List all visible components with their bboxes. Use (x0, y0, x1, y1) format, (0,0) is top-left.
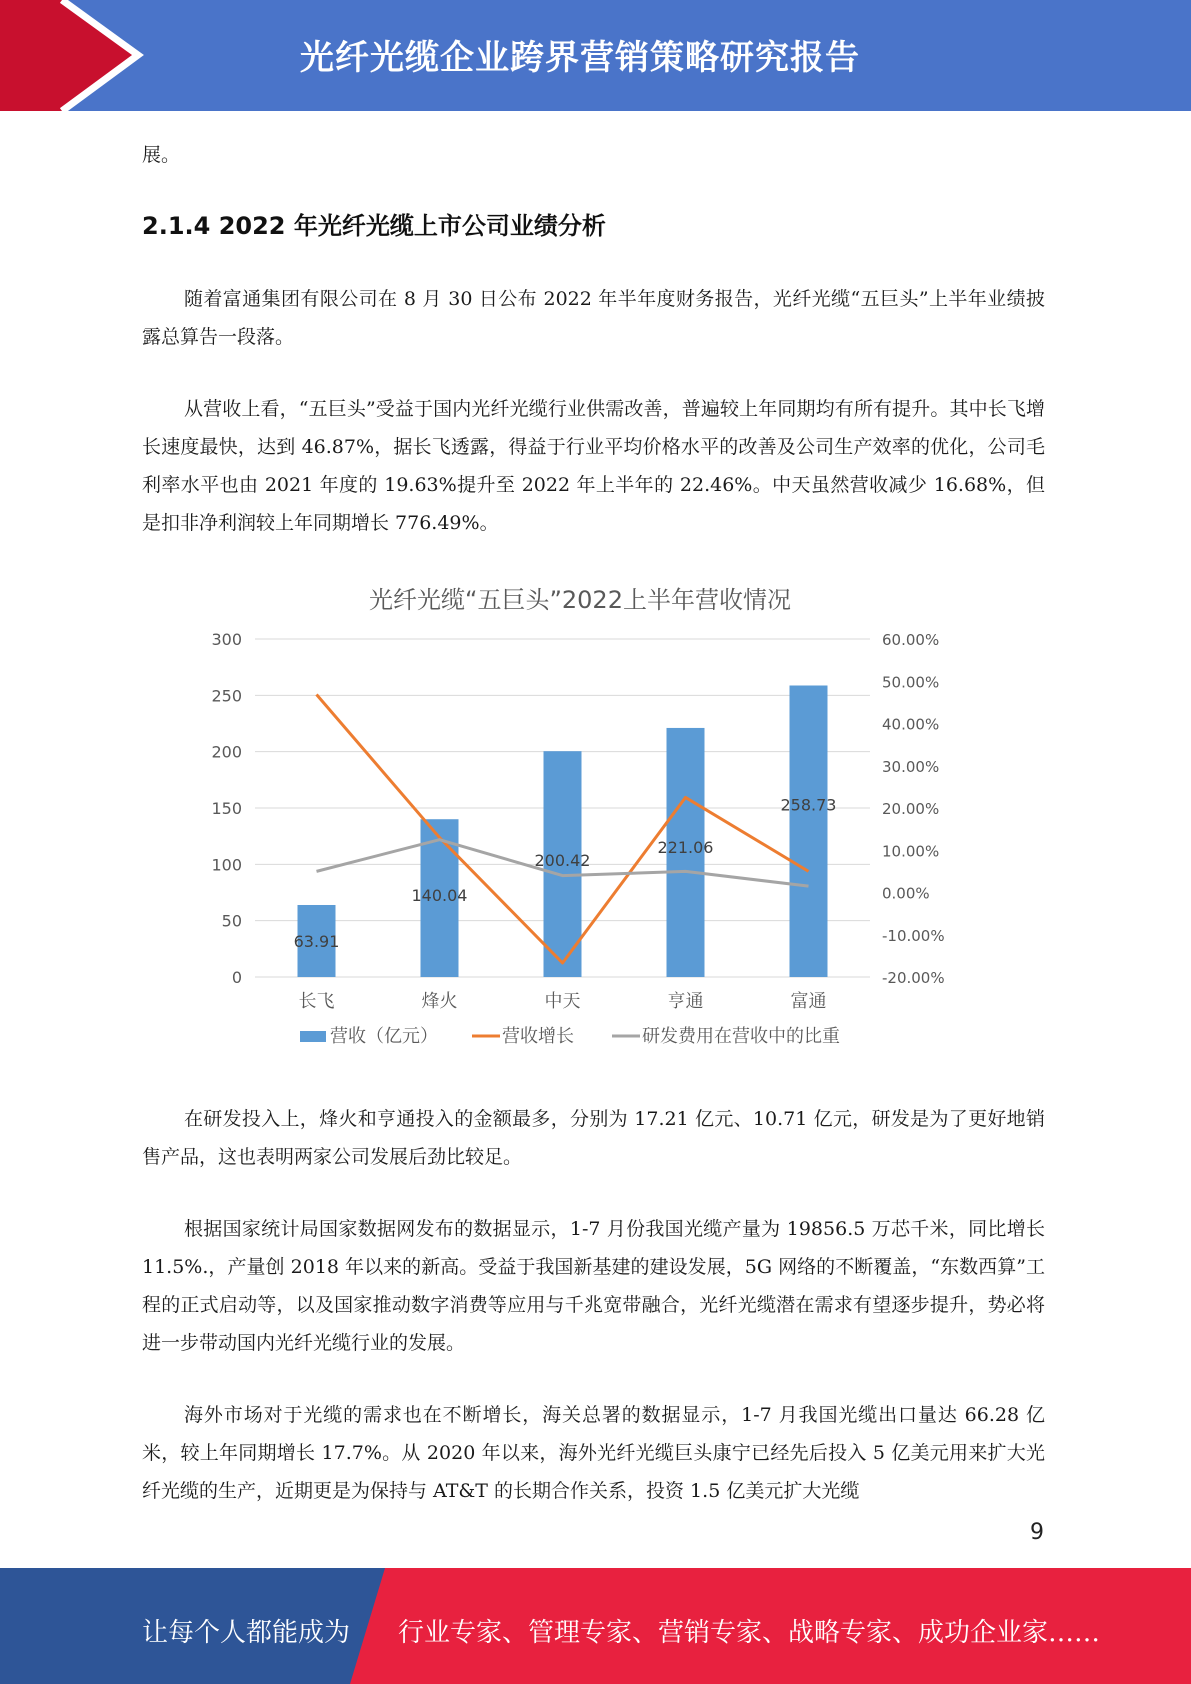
revenue-chart (190, 570, 990, 1060)
x-tick-label: 亨通 (667, 991, 704, 1012)
bar-data-label: 63.91 (293, 931, 340, 951)
paragraph-5: 海外市场对于光缆的需求也在不断增长，海关总署的数据显示，1-7 月我国光缆出口量达 66.28 亿米，较上年同期增长 17.7%。从 2020 年以来，海外光纤光缆巨头康宁已经先后投入 5 亿美元用来扩大光纤光缆的生产，近期更是为保持与 AT&T 的长期合作关系，投资 1.5 亿美元扩大光缆 (142, 1404, 1045, 1502)
bar-data-label: 221.06 (657, 837, 714, 857)
y-tick-label: 50 (221, 911, 242, 931)
y2-tick-label: 40.00% (882, 715, 940, 734)
paragraph-3: 在研发投入上，烽火和亨通投入的金额最多，分别为 17.21 亿元、10.71 亿元，研发是为了更好地销售产品，这也表明两家公司发展后劲比较足。 (142, 1108, 1045, 1168)
bar-data-label: 258.73 (780, 795, 837, 815)
legend-entry: 营收增长 (502, 1026, 574, 1047)
footer-slogan-left: 让每个人都能成为 (142, 1618, 351, 1648)
page-header (0, 0, 1191, 111)
y2-tick-label: 60.00% (882, 631, 940, 649)
legend-swatch (300, 1031, 326, 1042)
y-tick-label: 0 (231, 968, 242, 987)
footer-slogan-right: 行业专家、管理专家、营销专家、战略专家、成功企业家…… (398, 1618, 1101, 1648)
bar-data-label: 140.04 (411, 886, 468, 906)
page-number: 9 (1030, 1520, 1044, 1545)
y-tick-label: 300 (211, 630, 242, 649)
paragraph-1: 随着富通集团有限公司在 8 月 30 日公布 2022 年半年度财务报告，光纤光缆“五巨头”上半年业绩披露总算告一段落。 (142, 288, 1045, 348)
legend-entry: 营收（亿元） (330, 1026, 438, 1047)
y-tick-label: 200 (211, 742, 242, 762)
bar (790, 685, 828, 977)
x-tick-label: 烽火 (421, 991, 458, 1012)
y2-tick-label: 0.00% (882, 884, 930, 903)
y2-tick-label: 20.00% (882, 800, 940, 818)
y-tick-label: 250 (211, 686, 242, 706)
header-title: 光纤光缆企业跨界营销策略研究报告 (300, 38, 860, 78)
y-tick-label: 100 (211, 855, 242, 875)
y-tick-label: 150 (211, 799, 242, 818)
paragraph-2: 从营收上看，“五巨头”受益于国内光纤光缆行业供需改善，普遍较上年同期均有所有提升。其中长飞增长速度最快，达到 46.87%，据长飞透露，得益于行业平均价格水平的改善及公司生产效率的优化，公司毛利率水平也由 2021 年度的 19.63%提升至 2022 年上半年的 22.46%。中天虽然营收减少 16.68%，但是扣非净利润较上年同期增长 776.49%。 (142, 398, 1045, 534)
legend-entry: 研发费用在营收中的比重 (642, 1026, 840, 1047)
paragraph-continuation: 展。 (142, 144, 181, 166)
bar-data-label: 200.42 (534, 851, 591, 871)
revenue-chart-svg (190, 570, 990, 1060)
y2-tick-label: 10.00% (882, 842, 940, 861)
x-tick-label: 富通 (790, 991, 827, 1012)
y2-tick-label: -20.00% (882, 969, 945, 987)
header-arrow-graphic (0, 0, 160, 111)
y2-tick-label: 30.00% (882, 757, 940, 776)
y2-tick-label: -10.00% (882, 926, 945, 945)
chart-title: 光纤光缆“五巨头”2022上半年营收情况 (369, 586, 791, 614)
section-heading: 2.1.4 2022 年光纤光缆上市公司业绩分析 (142, 212, 606, 240)
y2-tick-label: 50.00% (882, 673, 940, 692)
x-tick-label: 长飞 (298, 991, 335, 1012)
paragraph-4: 根据国家统计局国家数据网发布的数据显示，1-7 月份我国光缆产量为 19856.5 万芯千米，同比增长 11.5%.，产量创 2018 年以来的新高。受益于我国新基建的建设发展，5G 网络的不断覆盖，“东数西算”工程的正式启动等，以及国家推动数字消费等应用与千兆宽带融合，光纤光缆潜在需求有望逐步提升，势必将进一步带动国内光纤光缆行业的发展。 (142, 1218, 1045, 1354)
x-tick-label: 中天 (544, 991, 581, 1012)
